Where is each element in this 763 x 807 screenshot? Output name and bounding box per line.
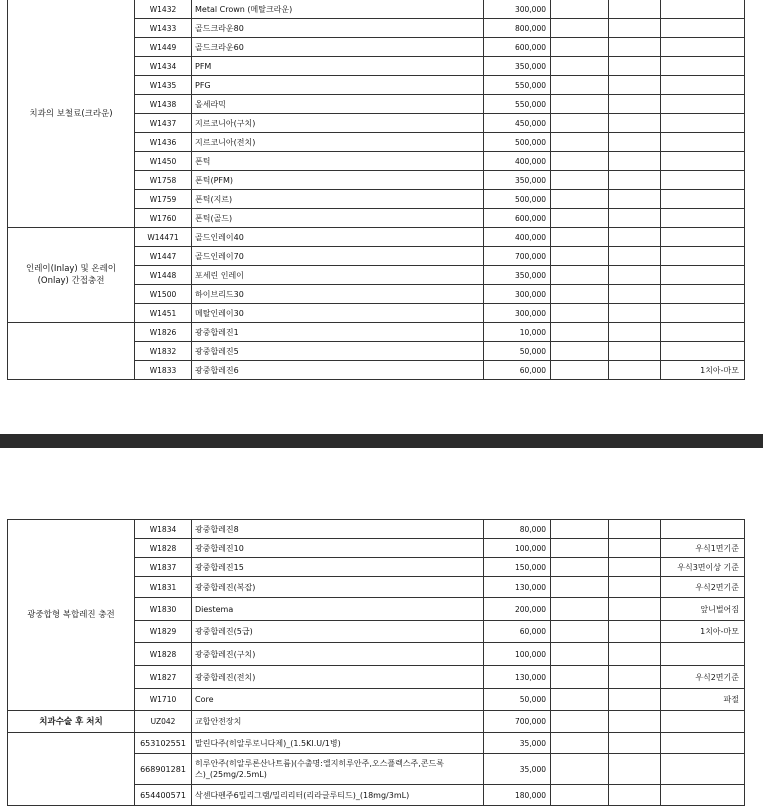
item-code: W1758 <box>135 171 192 190</box>
item-code: 653102551 <box>135 733 192 754</box>
empty-cell <box>551 643 609 666</box>
item-note <box>661 190 745 209</box>
page-separator <box>0 434 763 448</box>
item-name: Core <box>192 689 484 711</box>
item-code: W1837 <box>135 558 192 577</box>
item-name: 광중합레진10 <box>192 539 484 558</box>
empty-cell <box>609 323 661 342</box>
empty-cell <box>609 114 661 133</box>
item-price: 300,000 <box>484 0 551 19</box>
item-name: 골드크라운60 <box>192 38 484 57</box>
item-note <box>661 209 745 228</box>
empty-cell <box>609 733 661 754</box>
item-note <box>661 643 745 666</box>
category-label: 치과수술 후 처치 <box>8 711 135 733</box>
empty-cell <box>551 209 609 228</box>
item-name: 삭센다펜주6밀리그램/밀리리터(리라글루티드)_(18mg/3mL) <box>192 785 484 806</box>
item-price: 180,000 <box>484 785 551 806</box>
empty-cell <box>551 19 609 38</box>
empty-cell <box>551 76 609 95</box>
item-code: W1500 <box>135 285 192 304</box>
empty-cell <box>551 621 609 643</box>
item-note <box>661 733 745 754</box>
item-code: W1826 <box>135 323 192 342</box>
item-name: 히루안주(히알루론산나트륨)(수출명:엘지히루안주,오스플렉스주,콘드록스)_(25mg/2.5mL) <box>192 754 484 785</box>
empty-cell <box>551 711 609 733</box>
item-note <box>661 133 745 152</box>
item-note <box>661 76 745 95</box>
item-code: W1834 <box>135 520 192 539</box>
item-note <box>661 228 745 247</box>
item-note <box>661 57 745 76</box>
item-price: 400,000 <box>484 152 551 171</box>
empty-cell <box>609 19 661 38</box>
item-name: 하이브리드30 <box>192 285 484 304</box>
item-code: W1432 <box>135 0 192 19</box>
item-price: 300,000 <box>484 285 551 304</box>
item-code: W1449 <box>135 38 192 57</box>
empty-cell <box>609 785 661 806</box>
item-code: W1435 <box>135 76 192 95</box>
table-row <box>8 323 745 342</box>
item-note <box>661 247 745 266</box>
empty-cell <box>551 666 609 689</box>
item-price: 150,000 <box>484 558 551 577</box>
item-code: W1832 <box>135 342 192 361</box>
item-price: 100,000 <box>484 643 551 666</box>
item-name: 폰틱(PFM) <box>192 171 484 190</box>
item-code: W1830 <box>135 598 192 621</box>
item-name: 말린다주(히알루로니다제)_(1.5KI.U/1병) <box>192 733 484 754</box>
item-price: 80,000 <box>484 520 551 539</box>
empty-cell <box>551 133 609 152</box>
empty-cell <box>609 689 661 711</box>
empty-cell <box>609 577 661 598</box>
item-code: W1833 <box>135 361 192 380</box>
empty-cell <box>551 342 609 361</box>
item-name: 포세린 인레이 <box>192 266 484 285</box>
empty-cell <box>551 0 609 19</box>
item-code: W1760 <box>135 209 192 228</box>
item-note <box>661 304 745 323</box>
empty-cell <box>551 190 609 209</box>
item-code: W1829 <box>135 621 192 643</box>
category-label: 치과의 보철료(크라운) <box>8 0 135 228</box>
item-note <box>661 342 745 361</box>
item-name: 지르코니아(전치) <box>192 133 484 152</box>
empty-cell <box>551 361 609 380</box>
item-price: 35,000 <box>484 733 551 754</box>
item-note <box>661 754 745 785</box>
item-code: W1436 <box>135 133 192 152</box>
item-name: 광중합레진(복잡) <box>192 577 484 598</box>
category-label <box>8 323 135 380</box>
item-price: 800,000 <box>484 19 551 38</box>
item-name: Diestema <box>192 598 484 621</box>
item-name: 광중합레진15 <box>192 558 484 577</box>
empty-cell <box>551 520 609 539</box>
item-code: W1437 <box>135 114 192 133</box>
item-name: PFG <box>192 76 484 95</box>
item-code: W1827 <box>135 666 192 689</box>
item-note <box>661 711 745 733</box>
item-code: W1451 <box>135 304 192 323</box>
empty-cell <box>609 190 661 209</box>
item-price: 130,000 <box>484 577 551 598</box>
item-price: 550,000 <box>484 76 551 95</box>
item-name: PFM <box>192 57 484 76</box>
empty-cell <box>551 323 609 342</box>
empty-cell <box>609 598 661 621</box>
item-code: W1447 <box>135 247 192 266</box>
category-label: 인레이(Inlay) 및 온레이(Onlay) 간접충전 <box>8 228 135 323</box>
item-name: 골드인레이70 <box>192 247 484 266</box>
empty-cell <box>609 558 661 577</box>
empty-cell <box>609 520 661 539</box>
item-name: 광중합레진6 <box>192 361 484 380</box>
item-price: 600,000 <box>484 209 551 228</box>
item-price: 400,000 <box>484 228 551 247</box>
item-note: 앞니벌어짐 <box>661 598 745 621</box>
item-code: W1434 <box>135 57 192 76</box>
item-price: 350,000 <box>484 57 551 76</box>
item-code: W1438 <box>135 95 192 114</box>
item-price: 600,000 <box>484 38 551 57</box>
item-note <box>661 19 745 38</box>
item-name: 메탈인레이30 <box>192 304 484 323</box>
item-price: 50,000 <box>484 689 551 711</box>
item-note <box>661 0 745 19</box>
empty-cell <box>609 754 661 785</box>
item-code: W1710 <box>135 689 192 711</box>
item-note <box>661 285 745 304</box>
item-note <box>661 520 745 539</box>
empty-cell <box>609 171 661 190</box>
item-code: W1759 <box>135 190 192 209</box>
item-code: 668901281 <box>135 754 192 785</box>
price-table-1 <box>7 0 745 380</box>
empty-cell <box>609 95 661 114</box>
item-price: 60,000 <box>484 621 551 643</box>
empty-cell <box>551 539 609 558</box>
item-name: Metal Crown (메탈크라운) <box>192 0 484 19</box>
empty-cell <box>609 76 661 95</box>
item-note <box>661 38 745 57</box>
empty-cell <box>551 785 609 806</box>
item-note <box>661 171 745 190</box>
empty-cell <box>551 57 609 76</box>
price-table-page-1 <box>0 0 763 375</box>
item-code: W14471 <box>135 228 192 247</box>
item-price: 10,000 <box>484 323 551 342</box>
empty-cell <box>609 643 661 666</box>
empty-cell <box>609 621 661 643</box>
table-row <box>8 0 745 19</box>
item-note <box>661 266 745 285</box>
item-note <box>661 114 745 133</box>
item-price: 35,000 <box>484 754 551 785</box>
item-code: W1433 <box>135 19 192 38</box>
item-code: W1448 <box>135 266 192 285</box>
price-table-page-2 <box>0 519 763 807</box>
item-code: W1828 <box>135 643 192 666</box>
item-note: 우식3면이상 기준 <box>661 558 745 577</box>
table-row <box>8 711 745 733</box>
empty-cell <box>609 152 661 171</box>
empty-cell <box>551 247 609 266</box>
item-note <box>661 152 745 171</box>
item-note: 우식2면기준 <box>661 666 745 689</box>
item-name: 교합안전장치 <box>192 711 484 733</box>
table-row <box>8 520 745 539</box>
empty-cell <box>551 171 609 190</box>
empty-cell <box>609 361 661 380</box>
item-note: 우식1면기준 <box>661 539 745 558</box>
item-name: 폰틱(골드) <box>192 209 484 228</box>
item-name: 광중합레진5 <box>192 342 484 361</box>
item-code: W1828 <box>135 539 192 558</box>
item-price: 100,000 <box>484 539 551 558</box>
item-name: 폰틱(지르) <box>192 190 484 209</box>
empty-cell <box>551 754 609 785</box>
empty-cell <box>551 304 609 323</box>
item-note <box>661 323 745 342</box>
item-price: 50,000 <box>484 342 551 361</box>
item-price: 130,000 <box>484 666 551 689</box>
category-label <box>8 733 135 806</box>
item-note: 1치아-마모 <box>661 361 745 380</box>
item-price: 350,000 <box>484 266 551 285</box>
item-code: UZ042 <box>135 711 192 733</box>
item-note: 1치아-마모 <box>661 621 745 643</box>
item-name: 광중합레진(구치) <box>192 643 484 666</box>
item-price: 350,000 <box>484 171 551 190</box>
empty-cell <box>551 577 609 598</box>
item-name: 올세라믹 <box>192 95 484 114</box>
item-name: 폰틱 <box>192 152 484 171</box>
item-code: W1450 <box>135 152 192 171</box>
item-name: 골드크라운80 <box>192 19 484 38</box>
price-table-2 <box>7 519 745 806</box>
item-name: 광중합레진(전치) <box>192 666 484 689</box>
empty-cell <box>551 285 609 304</box>
item-note: 파절 <box>661 689 745 711</box>
empty-cell <box>551 558 609 577</box>
table-row <box>8 733 745 754</box>
item-name: 광중합레진(5급) <box>192 621 484 643</box>
empty-cell <box>551 598 609 621</box>
item-code: 654400571 <box>135 785 192 806</box>
empty-cell <box>609 0 661 19</box>
empty-cell <box>551 689 609 711</box>
item-name: 광중합레진8 <box>192 520 484 539</box>
empty-cell <box>609 539 661 558</box>
item-price: 550,000 <box>484 95 551 114</box>
empty-cell <box>609 209 661 228</box>
empty-cell <box>551 38 609 57</box>
item-price: 450,000 <box>484 114 551 133</box>
item-name: 골드인레이40 <box>192 228 484 247</box>
item-note: 우식2면기준 <box>661 577 745 598</box>
empty-cell <box>609 285 661 304</box>
item-price: 500,000 <box>484 133 551 152</box>
item-name: 광중합레진1 <box>192 323 484 342</box>
empty-cell <box>551 95 609 114</box>
item-price: 700,000 <box>484 711 551 733</box>
empty-cell <box>609 711 661 733</box>
item-name: 지르코니아(구치) <box>192 114 484 133</box>
empty-cell <box>609 666 661 689</box>
table-row <box>8 228 745 247</box>
empty-cell <box>551 733 609 754</box>
empty-cell <box>609 38 661 57</box>
empty-cell <box>609 266 661 285</box>
empty-cell <box>551 152 609 171</box>
empty-cell <box>609 133 661 152</box>
empty-cell <box>609 228 661 247</box>
item-price: 700,000 <box>484 247 551 266</box>
item-price: 60,000 <box>484 361 551 380</box>
empty-cell <box>609 247 661 266</box>
item-price: 300,000 <box>484 304 551 323</box>
empty-cell <box>551 114 609 133</box>
empty-cell <box>551 228 609 247</box>
empty-cell <box>609 304 661 323</box>
empty-cell <box>551 266 609 285</box>
item-code: W1831 <box>135 577 192 598</box>
item-price: 200,000 <box>484 598 551 621</box>
empty-cell <box>609 57 661 76</box>
item-note <box>661 95 745 114</box>
item-note <box>661 785 745 806</box>
item-price: 500,000 <box>484 190 551 209</box>
category-label: 광중합형 복합레진 충전 <box>8 520 135 711</box>
empty-cell <box>609 342 661 361</box>
